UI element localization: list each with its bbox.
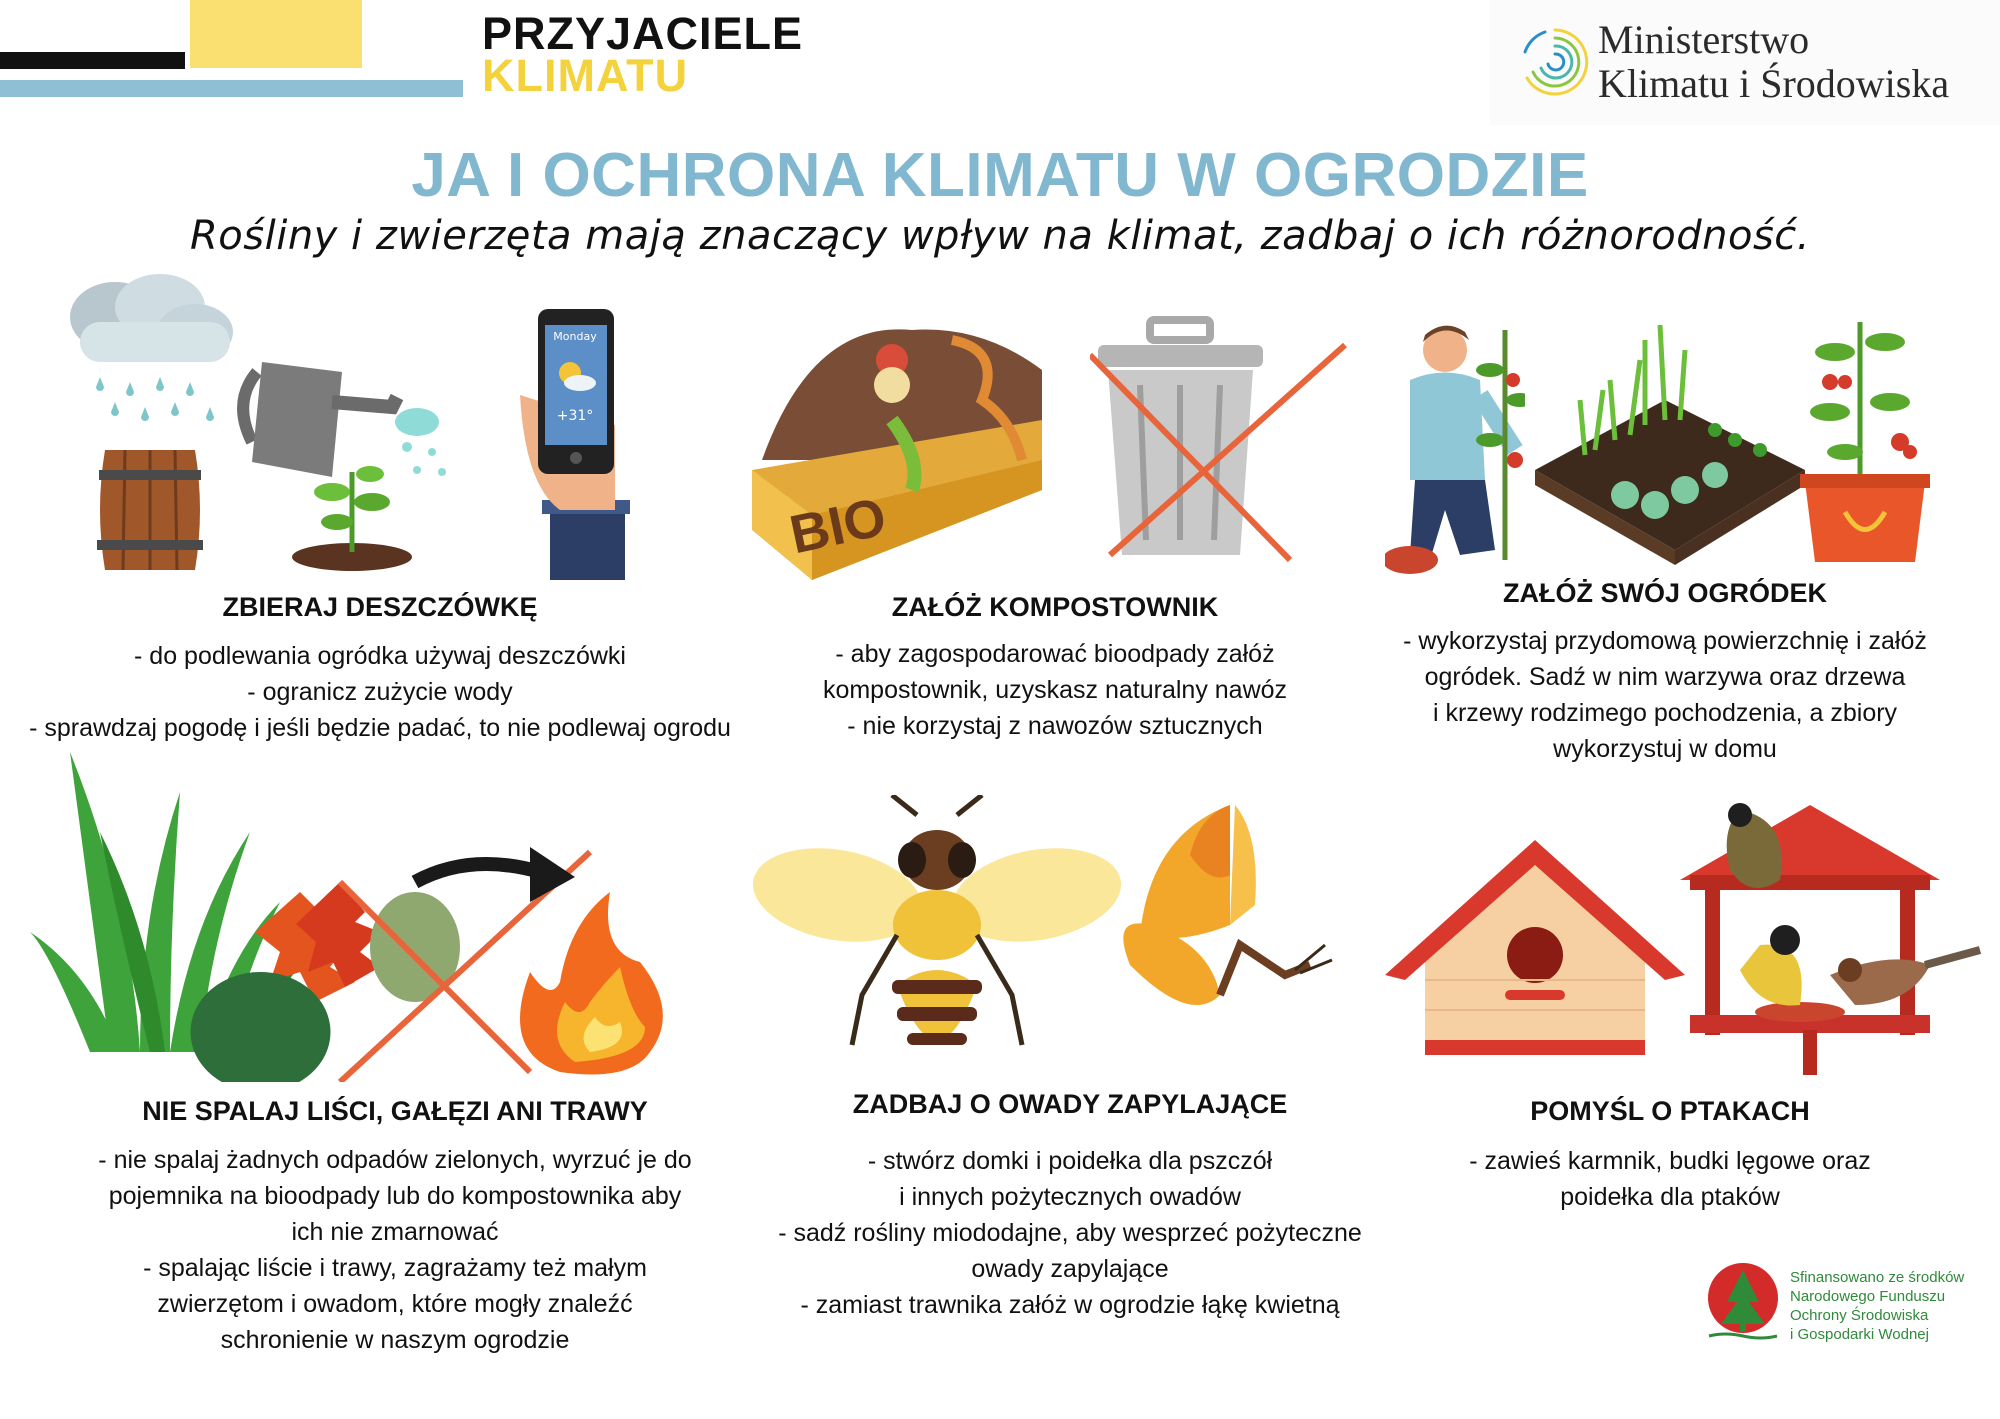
ministry-name-line-1: Ministerstwo — [1598, 17, 1810, 62]
funding-line: Narodowego Funduszu — [1790, 1288, 1946, 1305]
funding-line: Sfinansowano ze środków — [1790, 1269, 1965, 1286]
gardener-icon — [1385, 320, 1525, 580]
section-body-pollinators — [745, 1143, 1395, 1323]
funding-text — [1790, 1268, 1964, 1344]
brand-line-2: KLIMATU — [482, 50, 689, 101]
section-title-birds: POMYŚL O PTAKACH — [1530, 1096, 1810, 1126]
section-body-garden — [1350, 623, 1980, 767]
butterfly-icon — [1110, 795, 1335, 1045]
section-body-rainwater — [0, 638, 760, 746]
header-black-bar — [0, 52, 185, 69]
vegetable-bed-icon — [1535, 320, 1805, 565]
phone-temp-label: +31° — [556, 408, 594, 424]
body-line: owady zapylające — [971, 1255, 1169, 1283]
section-body-compost — [745, 636, 1365, 744]
fire-icon — [520, 892, 663, 1075]
body-line: poidełka dla ptaków — [1560, 1183, 1780, 1211]
grass-leaves-icon — [30, 752, 680, 1082]
bio-label: BIO — [784, 486, 892, 566]
funding-line: Ochrony Środowiska — [1790, 1307, 1929, 1324]
body-line: - wykorzystaj przydomową powierzchnię i załóż — [1403, 627, 1927, 655]
bird-feeder-icon — [1680, 790, 2000, 1075]
body-line: - spalając liście i trawy, zagrażamy też małym — [143, 1254, 647, 1282]
header-yellow-bar — [190, 0, 362, 68]
section-title-pollinators: ZADBAJ O OWADY ZAPYLAJĄCE — [852, 1089, 1288, 1119]
fingerprint-swirl-icon — [1515, 22, 1595, 102]
phone-weather-icon — [520, 305, 630, 580]
body-line: - zawieś karmnik, budki lęgowe oraz — [1469, 1147, 1871, 1175]
body-line: - sprawdzaj pogodę i jeśli będzie padać, to nie podlewaj ogrodu — [29, 714, 731, 742]
tomato-pot-icon — [1800, 312, 1930, 567]
body-line: - stwórz domki i poidełka dla pszczół — [867, 1147, 1273, 1175]
section-title-rainwater: ZBIERAJ DESZCZÓWKĘ — [222, 592, 538, 622]
body-line: zwierzętom i owadom, które mogły znaleźć — [157, 1290, 633, 1318]
body-line: - do podlewania ogródka używaj deszczówki — [134, 642, 626, 670]
body-line: - sadź rośliny miododajne, aby wesprzeć pożyteczne — [778, 1219, 1362, 1247]
section-title-compost: ZAŁÓŻ KOMPOSTOWNIK — [891, 592, 1219, 622]
section-body-no-burning — [50, 1142, 740, 1358]
seedling-icon — [292, 466, 412, 571]
bee-icon — [752, 795, 1122, 1075]
barrel-icon — [95, 445, 205, 575]
body-line: pojemnika na bioodpady lub do kompostownika aby — [108, 1182, 682, 1210]
body-line: ich nie zmarnować — [291, 1218, 499, 1246]
trash-can-crossed-icon — [1090, 315, 1350, 565]
body-line: - zamiast trawnika załóż w ogrodzie łąkę kwietną — [800, 1291, 1340, 1319]
body-line: - aby zagospodarować bioodpady załóż — [835, 640, 1275, 668]
page-title: JA I OCHRONA KLIMATU W OGRODZIE — [411, 141, 1589, 210]
header-blue-bar — [0, 80, 463, 97]
section-title-no-burning: NIE SPALAJ LIŚCI, GAŁĘZI ANI TRAWY — [142, 1096, 648, 1126]
body-line: - nie korzystaj z nawozów sztucznych — [847, 712, 1263, 740]
section-body-birds — [1350, 1143, 1990, 1215]
body-line: - nie spalaj żadnych odpadów zielonych, wyrzuć je do — [98, 1146, 692, 1174]
ministry-name-line-2: Klimatu i Środowiska — [1598, 61, 1950, 106]
body-line: i innych pożytecznych owadów — [899, 1183, 1241, 1211]
phone-day-label: Monday — [553, 330, 597, 343]
body-line: i krzewy rodzimego pochodzenia, a zbiory — [1432, 699, 1898, 727]
body-line: - ogranicz zużycie wody — [247, 678, 513, 706]
body-line: ogródek. Sadź w nim warzywa oraz drzewa — [1424, 663, 1906, 691]
brand-line-1: PRZYJACIELE — [482, 8, 804, 59]
body-line: wykorzystuj w domu — [1553, 735, 1777, 763]
nfosigw-tree-logo-icon — [1705, 1262, 1781, 1342]
birdhouse-icon — [1385, 840, 1685, 1055]
body-line: schronienie w naszym ogrodzie — [220, 1326, 570, 1354]
body-line: kompostownik, uzyskasz naturalny nawóz — [822, 676, 1288, 704]
page-subtitle: Rośliny i zwierzęta mają znaczący wpływ na klimat, zadbaj o ich różnorodność. — [189, 213, 1810, 259]
section-title-garden: ZAŁÓŻ SWÓJ OGRÓDEK — [1503, 578, 1827, 608]
rain-cloud-icon — [60, 272, 240, 432]
watering-can-icon — [232, 352, 462, 577]
arrow-icon — [415, 864, 540, 882]
funding-line: i Gospodarki Wodnej — [1790, 1326, 1929, 1343]
